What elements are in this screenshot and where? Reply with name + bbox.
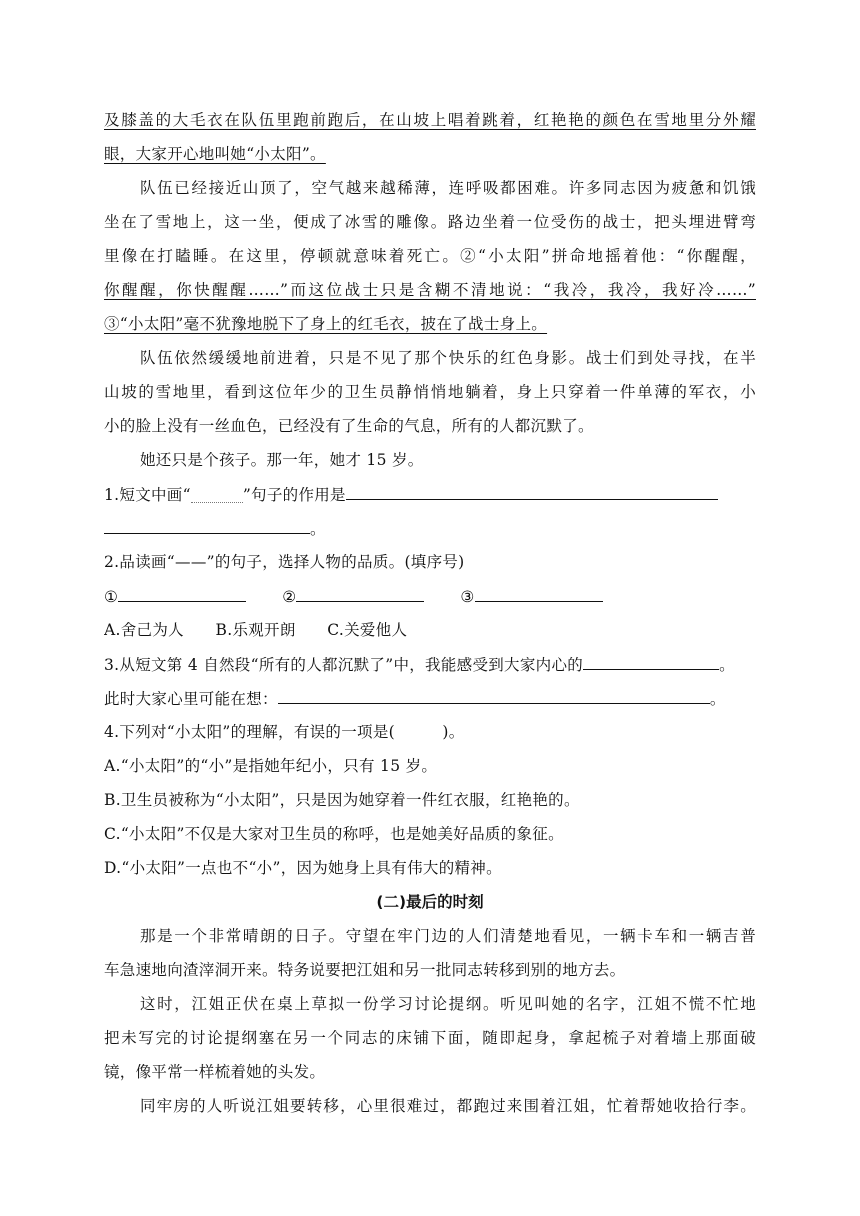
passage2-line: 把未写完的讨论提纲塞在另一个同志的床铺下面，随即起身，拿起梳子对着墙上那面破 (104, 1029, 756, 1047)
question-2-blanks: ① ② ③ (104, 579, 756, 613)
passage1-line (104, 137, 756, 171)
passage2-line: 镜，像平常一样梳着她的头发。 (104, 1063, 326, 1081)
answer-blank-q1[interactable] (346, 477, 718, 500)
underlined-sentence: 眼，大家开心地叫她“小太阳”。 (104, 145, 326, 163)
wavy-line-marker (191, 490, 243, 503)
answer-blank-q1-cont[interactable] (104, 511, 310, 534)
underlined-sentence: ③“小太阳”毫不犹豫地脱下了身上的红毛衣，披在了战士身上。 (104, 315, 548, 333)
question-4-option-a: A.“小太阳”的“小”是指她年纪小，只有 15 岁。 (104, 757, 438, 775)
passage1-line: 山坡的雪地里，看到这位年少的卫生员静悄悄地躺着，身上只穿着一件单薄的军衣，小 (104, 383, 756, 401)
question-3-continued: 此时大家心里可能在想： 。 (104, 681, 756, 715)
passage1-line: 坐在了雪地上，这一坐，便成了冰雪的雕像。路边坐着一位受伤的战士，把头埋进臂弯 (104, 213, 756, 231)
passage2-line: 同牢房的人听说江姐要转移，心里很难过，都跑过来围着江姐，忙着帮她收拾行李。 (140, 1097, 756, 1115)
question-4: 4.下列对“小太阳”的理解，有误的一项是( )。 (104, 723, 465, 741)
passage1-line: 你醒醒，你快醒醒……”而这位战士只是含糊不清地说：“我冷，我冷，我好冷……” (104, 281, 756, 299)
answer-blank-q2-1[interactable] (118, 579, 246, 602)
answer-blank-q3-2[interactable] (278, 681, 710, 704)
answer-blank-q2-2[interactable] (296, 579, 424, 602)
passage1-line (104, 307, 756, 341)
passage1-line: 她还只是个孩子。那一年，她才 15 岁。 (140, 451, 424, 469)
question-4-option-c: C.“小太阳”不仅是大家对卫生员的称呼，也是她美好品质的象征。 (104, 825, 564, 843)
passage1-line: 队伍依然缓缓地前进着，只是不见了那个快乐的红色身影。战士们到处寻找，在半 (140, 349, 756, 367)
passage2-line: 这时，江姐正伏在桌上草拟一份学习讨论提纲。听见叫她的名字，江姐不慌不忙地 (140, 995, 756, 1013)
passage2-line: 车急速地向渣滓洞开来。特务说要把江姐和另一批同志转移到别的地方去。 (104, 961, 626, 979)
question-4-option-d: D.“小太阳”一点也不“小”，因为她身上具有伟大的精神。 (104, 859, 502, 877)
question-4-option-b: B.卫生员被称为“小太阳”，只是因为她穿着一件红衣服，红艳艳的。 (104, 791, 580, 809)
question-2: 2.品读画“——”的句子，选择人物的品质。(填序号) (104, 553, 465, 571)
answer-blank-q3-1[interactable] (583, 647, 719, 670)
question-3: 3.从短文第 4 自然段“所有的人都沉默了”中，我能感受到大家内心的 。 (104, 647, 756, 681)
passage2-line: 那是一个非常晴朗的日子。守望在牢门边的人们清楚地看见，一辆卡车和一辆吉普 (140, 927, 756, 945)
passage1-line: 队伍已经接近山顶了，空气越来越稀薄，连呼吸都困难。许多同志因为疲惫和饥饿 (140, 179, 756, 197)
passage1-line: 及膝盖的大毛衣在队伍里跑前跑后，在山坡上唱着跳着，红艳艳的颜色在雪地里分外耀 (104, 111, 756, 129)
question-2-options: A.舍己为人 B.乐观开朗 C.关爱他人 (104, 621, 408, 639)
passage1-line: 里像在打瞌睡。在这里，停顿就意味着死亡。②“小太阳”拼命地摇着他：“你醒醒， (104, 247, 756, 265)
passage1-line: 小的脸上没有一丝血色，已经没有了生命的气息，所有的人都沉默了。 (104, 417, 594, 435)
question-1: 1.短文中画“ ”句子的作用是 (104, 477, 756, 511)
section-title: (二)最后的时刻 (376, 893, 484, 911)
answer-blank-q2-3[interactable] (475, 579, 603, 602)
question-1-continued: 。 (104, 511, 756, 545)
